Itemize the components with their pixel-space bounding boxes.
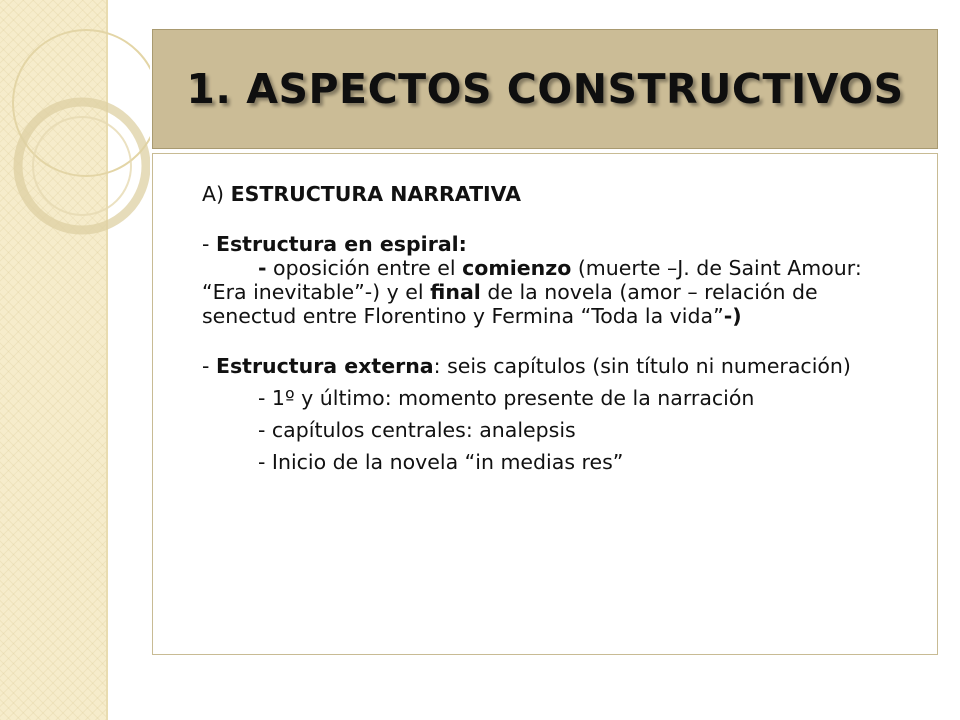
content-body	[202, 182, 902, 474]
espiral-bold-comienzo: comienzo	[462, 256, 572, 280]
section-prefix: A)	[202, 182, 225, 206]
espiral-text-1: oposición entre el	[273, 256, 456, 280]
section-heading: ESTRUCTURA NARRATIVA	[230, 182, 522, 206]
externa-item: - capítulos centrales: analepsis	[258, 418, 576, 442]
dash: -	[202, 232, 210, 256]
externa-heading: Estructura externa	[215, 354, 434, 378]
item-dash: -	[258, 256, 267, 280]
side-band	[0, 0, 108, 720]
externa-item: - 1º y último: momento presente de la narración	[258, 386, 755, 410]
espiral-heading-line	[202, 232, 902, 256]
dash: -	[202, 354, 210, 378]
slide-title: 1. ASPECTOS CONSTRUCTIVOS	[186, 65, 904, 113]
externa-item: - Inicio de la novela “in medias res”	[258, 450, 624, 474]
espiral-paragraph	[202, 256, 902, 328]
title-bar	[152, 29, 938, 149]
content-frame	[152, 153, 938, 655]
circles-decoration	[0, 0, 150, 300]
espiral-text-3: de la novela (amor – relación de senectud entre Florentino y Fermina “Toda la vida”	[202, 280, 818, 328]
externa-heading-line	[202, 354, 902, 378]
externa-rest: : seis capítulos (sin título ni numeración)	[433, 354, 851, 378]
espiral-text-4: -)	[723, 304, 742, 328]
espiral-text-2: (muerte –J. de Saint Amour: “Era inevitable”-) y el	[202, 256, 862, 304]
espiral-bold-final: final	[430, 280, 481, 304]
espiral-heading: Estructura en espiral:	[215, 232, 467, 256]
section-label	[202, 182, 902, 206]
